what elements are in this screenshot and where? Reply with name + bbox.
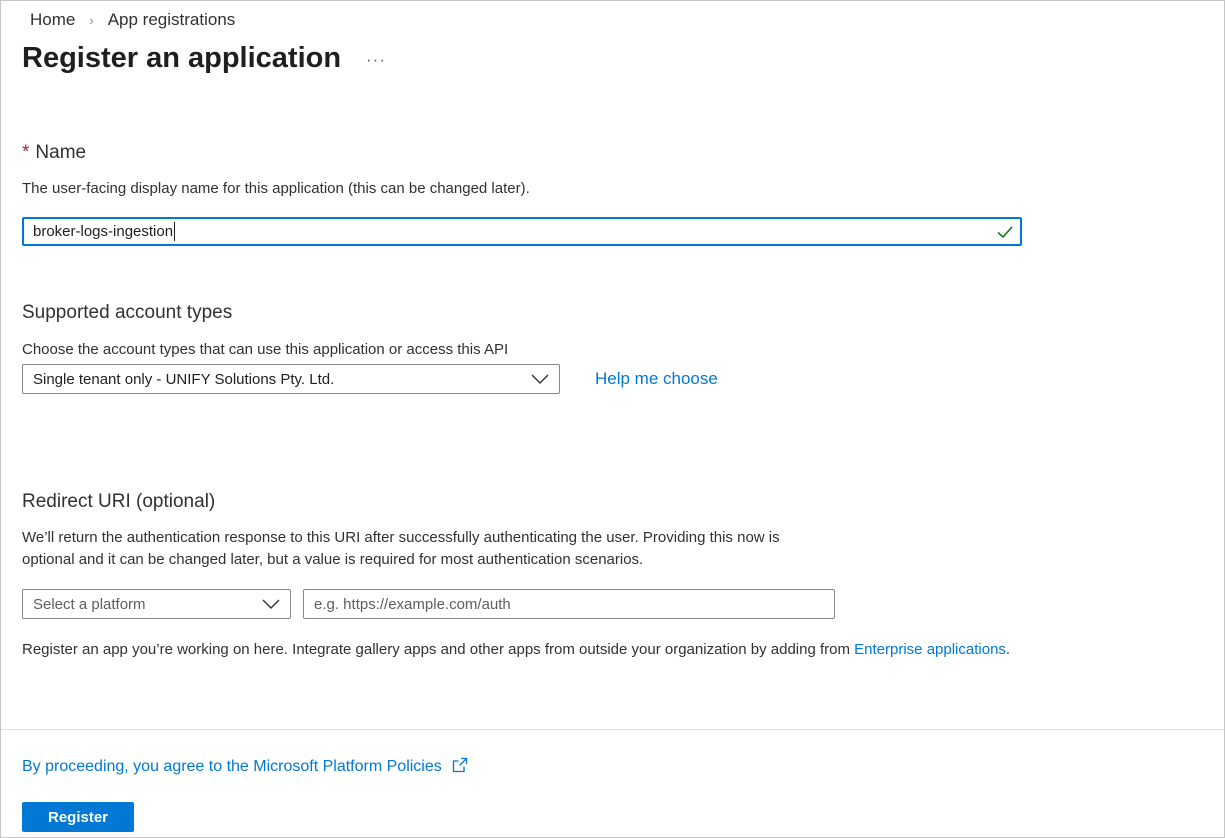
text-caret <box>174 222 175 241</box>
account-type-dropdown[interactable] <box>22 364 560 394</box>
required-marker: * <box>22 142 30 163</box>
redirect-uri-input[interactable] <box>303 589 835 619</box>
name-section-title <box>22 142 86 164</box>
policy-notice <box>22 757 468 776</box>
name-description: The user-facing display name for this application (this can be changed later). <box>22 180 530 197</box>
name-input-value: broker-logs-ingestion <box>33 223 174 240</box>
redirect-description-line-1: We’ll return the authentication response to this URI after successfully authenticating the user. Providing this now is <box>22 529 780 546</box>
register-note-suffix: . <box>1005 641 1011 658</box>
more-options-icon[interactable]: ··· <box>366 50 386 69</box>
redirect-description-line-2: optional and it can be changed later, but a value is required for most authentication scenarios. <box>22 551 644 568</box>
name-input[interactable] <box>22 217 1022 246</box>
footer-divider <box>1 729 1224 730</box>
redirect-uri-title: Redirect URI (optional) <box>22 491 216 512</box>
chevron-down-icon <box>531 373 549 385</box>
external-link-icon[interactable] <box>452 757 468 773</box>
redirect-uri-description <box>22 527 882 571</box>
breadcrumb-separator-icon: › <box>89 12 94 28</box>
enterprise-applications-link[interactable]: Enterprise applications <box>854 641 1006 658</box>
chevron-down-icon <box>262 598 280 610</box>
redirect-uri-placeholder: e.g. https://example.com/auth <box>314 595 511 613</box>
help-me-choose-link[interactable]: Help me choose <box>595 369 718 388</box>
checkmark-icon <box>996 223 1014 241</box>
register-button[interactable]: Register <box>22 802 134 832</box>
breadcrumb-app-registrations-link[interactable]: App registrations <box>107 10 236 29</box>
page-title: Register an application <box>22 42 342 74</box>
account-types-title: Supported account types <box>22 302 233 323</box>
account-types-description: Choose the account types that can use this application or access this API <box>22 341 509 358</box>
register-note <box>22 639 1010 661</box>
breadcrumb-home-link[interactable]: Home <box>30 10 76 29</box>
platform-dropdown[interactable] <box>22 589 291 619</box>
platform-policies-link[interactable]: By proceeding, you agree to the Microsoft Platform Policies <box>22 758 442 775</box>
breadcrumb <box>30 10 235 30</box>
account-type-selected: Single tenant only - UNIFY Solutions Pty. Ltd. <box>33 370 335 388</box>
register-note-text: Register an app you’re working on here. Integrate gallery apps and other apps from outside your organization by adding from <box>22 641 855 658</box>
name-label: Name <box>35 142 87 163</box>
platform-placeholder: Select a platform <box>33 595 146 613</box>
